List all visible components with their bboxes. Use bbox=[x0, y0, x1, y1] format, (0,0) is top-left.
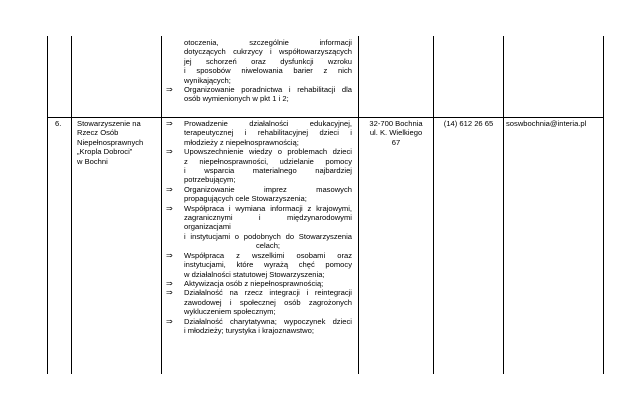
text-line: Współpraca i wymiana informacji z krajowymi, bbox=[184, 203, 352, 213]
name-line: w Bochni bbox=[77, 156, 108, 166]
text-line: dotyczących cukrzycy i współtowarzyszących bbox=[184, 47, 352, 57]
activity-item bbox=[166, 85, 352, 104]
continuation-text bbox=[166, 38, 352, 85]
row-number: 6. bbox=[55, 119, 62, 128]
table-border bbox=[47, 36, 48, 374]
organizations-table bbox=[47, 36, 604, 374]
text-line: z niepełnosprawności, udzielanie pomocy bbox=[184, 156, 352, 166]
text-line: wynikających; bbox=[184, 75, 231, 85]
text-line: osób wymienionych w pkt 1 i 2; bbox=[184, 94, 289, 104]
arrow-bullet-icon: ⇒ bbox=[166, 119, 173, 128]
name-line: „Kropla Dobroci” bbox=[77, 147, 133, 157]
text-line: młodzieży z niepełnosprawnością; bbox=[184, 137, 299, 147]
organization-name bbox=[77, 119, 159, 166]
activity-item bbox=[166, 204, 352, 251]
text-line: Organizowanie poradnictwa i rehabilitacji dla bbox=[184, 85, 352, 95]
text-line: zawodowej i społecznej osób zagrożonych bbox=[184, 297, 352, 307]
name-line: Rzecz Osób bbox=[77, 128, 119, 138]
text-line: i instytucjami o podobnych do Stowarzyszenia bbox=[184, 231, 352, 241]
arrow-bullet-icon: ⇒ bbox=[166, 316, 173, 326]
arrow-bullet-icon: ⇒ bbox=[166, 85, 173, 95]
row-divider bbox=[47, 117, 604, 118]
address bbox=[359, 119, 433, 147]
text-line: zagranicznymi i międzynarodowymi bbox=[184, 213, 352, 223]
phone-number: (14) 612 26 65 bbox=[443, 119, 494, 128]
text-line: Prowadzenie działalności edukacyjnej, bbox=[184, 119, 352, 128]
text-line: Działalność na rzecz integracji i reintegracji bbox=[184, 288, 352, 298]
text-line: organizacjami bbox=[184, 222, 231, 232]
address-line: ul. K. Wielkiego bbox=[369, 128, 423, 138]
address-line: 67 bbox=[391, 137, 401, 147]
table-border bbox=[433, 36, 434, 374]
table-border bbox=[358, 36, 359, 374]
table-border bbox=[603, 36, 604, 374]
arrow-bullet-icon: ⇒ bbox=[166, 288, 173, 298]
text-line: celach; bbox=[255, 241, 281, 251]
text-line: i sposobów niwelowania barier z nich bbox=[184, 66, 352, 76]
activity-item bbox=[166, 279, 352, 288]
table-border bbox=[503, 36, 504, 374]
activities-cell bbox=[166, 119, 352, 335]
arrow-bullet-icon: ⇒ bbox=[166, 147, 173, 157]
text-line: Upowszechnienie wiedzy o problemach dzieci bbox=[184, 147, 352, 157]
activity-item bbox=[166, 288, 352, 316]
text-line: jej schorzeń oraz dysfunkcji wzroku bbox=[184, 56, 352, 66]
arrow-bullet-icon: ⇒ bbox=[166, 203, 173, 213]
text-line: Organizowanie imprez masowych bbox=[184, 184, 352, 194]
text-line: otoczenia, szczególnie informacji bbox=[184, 38, 352, 47]
activity-item bbox=[166, 119, 352, 147]
arrow-bullet-icon: ⇒ bbox=[166, 250, 173, 260]
activity-item bbox=[166, 251, 352, 279]
address-line: 32-700 Bochnia bbox=[369, 119, 423, 128]
table-border bbox=[71, 36, 72, 374]
text-line: propagujących cele Stowarzyszenia; bbox=[184, 194, 307, 204]
arrow-bullet-icon: ⇒ bbox=[166, 278, 173, 288]
email-address: soswbochnia@interia.pl bbox=[506, 119, 587, 128]
text-line: potrzebującym; bbox=[184, 175, 236, 185]
activity-item bbox=[166, 317, 352, 336]
text-line: terapeutycznej i rehabilitacyjnej dzieci i bbox=[184, 128, 352, 138]
activities-cell-prev bbox=[166, 38, 352, 104]
name-line: Stowarzyszenie na bbox=[77, 119, 141, 128]
text-line: w działalności statutowej Stowarzyszenia; bbox=[184, 269, 325, 279]
activity-item bbox=[166, 185, 352, 204]
activity-item bbox=[166, 147, 352, 185]
text-line: Współpraca z wszelkimi osobami oraz bbox=[184, 250, 352, 260]
text-line: i młodzieży; turystyka i krajoznawstwo; bbox=[184, 325, 314, 335]
name-line: Niepełnosprawnych bbox=[77, 137, 144, 147]
text-line: wykluczeniem społecznym; bbox=[184, 307, 276, 317]
table-border bbox=[161, 36, 162, 374]
arrow-bullet-icon: ⇒ bbox=[166, 184, 173, 194]
text-line: Aktywizacja osób z niepełnosprawnością; bbox=[184, 278, 324, 288]
text-line: instytucjami, które wyrażą chęć pomocy bbox=[184, 260, 352, 270]
text-line: i wsparcia materialnego najbardziej bbox=[184, 166, 352, 176]
text-line: Działalność charytatywna; wypoczynek dzieci bbox=[184, 316, 352, 326]
